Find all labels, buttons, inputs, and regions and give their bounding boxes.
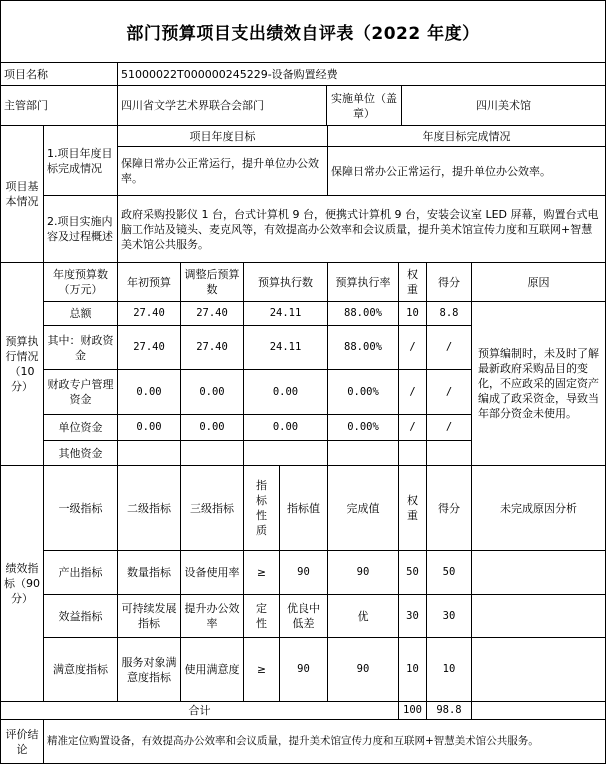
conclusion-text: 精准定位购置设备，有效提高办公效率和会议质量，提升美术馆宣传力度和互联网+智慧美术馆公共服务。 (43, 719, 606, 764)
perf-row-l2: 服务对象满意度指标 (117, 637, 181, 702)
perf-row-l2: 数量指标 (117, 550, 181, 595)
budget-row-adjusted (180, 440, 244, 466)
budget-row-label: 单位资金 (43, 414, 118, 441)
dept-value: 四川省文学艺术界联合会部门 (117, 85, 327, 126)
perf-section-label: 绩效指标（90分） (0, 465, 44, 702)
perf-row-nature: 定性 (243, 594, 280, 638)
budget-header-annual: 年度预算数（万元） (43, 262, 118, 302)
perf-row-actual: 90 (327, 550, 399, 595)
budget-row-executed: 24.11 (243, 301, 328, 326)
perf-header-target: 指标值 (279, 465, 328, 551)
perf-row-reason (471, 637, 606, 702)
budget-row-rate: 0.00% (327, 369, 399, 415)
budget-section-label: 预算执行情况（10分） (0, 262, 44, 466)
budget-row-executed: 0.00 (243, 414, 328, 441)
perf-row-actual: 90 (327, 637, 399, 702)
budget-row-label: 财政专户管理资金 (43, 369, 118, 415)
perf-header-weight: 权重 (398, 465, 427, 551)
budget-row-label: 其他资金 (43, 440, 118, 466)
perf-header-nature: 指标性质 (243, 465, 280, 551)
perf-row-score: 50 (426, 550, 472, 595)
budget-header-rate: 预算执行率 (327, 262, 399, 302)
perf-row-target: 优良中低差 (279, 594, 328, 638)
impl-label: 2.项目实施内容及过程概述 (43, 195, 118, 263)
budget-row-adjusted: 0.00 (180, 369, 244, 415)
budget-header-reason: 原因 (471, 262, 606, 302)
budget-row-rate: 0.00% (327, 414, 399, 441)
budget-row-adjusted: 0.00 (180, 414, 244, 441)
conclusion-label: 评价结论 (0, 719, 44, 764)
form-title: 部门预算项目支出绩效自评表（2022 年度） (0, 0, 606, 62)
budget-row-executed: 0.00 (243, 369, 328, 415)
goal-header: 项目年度目标 (117, 125, 328, 147)
perf-row-l3: 提升办公效率 (180, 594, 244, 638)
perf-row-score: 30 (426, 594, 472, 638)
budget-row-initial: 27.40 (117, 301, 181, 326)
perf-header-l3: 三级指标 (180, 465, 244, 551)
perf-row-l3: 使用满意度 (180, 637, 244, 702)
dept-label: 主管部门 (0, 85, 118, 126)
budget-row-initial (117, 440, 181, 466)
budget-row-rate (327, 440, 399, 466)
total-reason-blank (471, 701, 606, 720)
perf-header-reason: 未完成原因分析 (471, 465, 606, 551)
perf-row-nature: ≥ (243, 550, 280, 595)
impl-unit-label: 实施单位（盖章） (326, 85, 402, 126)
budget-row-executed: 24.11 (243, 325, 328, 370)
perf-row-l3: 设备使用率 (180, 550, 244, 595)
budget-header-executed: 预算执行数 (243, 262, 328, 302)
goal-label: 1.项目年度目标完成情况 (43, 125, 118, 196)
budget-row-weight (398, 440, 427, 466)
budget-row-initial: 0.00 (117, 414, 181, 441)
budget-row-weight: / (398, 414, 427, 441)
total-score: 98.8 (426, 701, 472, 720)
budget-row-executed (243, 440, 328, 466)
budget-row-score (426, 440, 472, 466)
budget-row-initial: 0.00 (117, 369, 181, 415)
perf-row-l1: 产出指标 (43, 550, 118, 595)
budget-row-weight: 10 (398, 301, 427, 326)
budget-header-adjusted: 调整后预算数 (180, 262, 244, 302)
goal-text: 保障日常办公正常运行，提升单位办公效率。 (117, 146, 328, 196)
budget-row-score: / (426, 325, 472, 370)
budget-row-label: 其中：财政资金 (43, 325, 118, 370)
budget-row-score: 8.8 (426, 301, 472, 326)
perf-row-target: 90 (279, 550, 328, 595)
impl-unit-value: 四川美术馆 (401, 85, 606, 126)
perf-row-actual: 优 (327, 594, 399, 638)
total-weight: 100 (398, 701, 427, 720)
budget-reason: 预算编制时，未及时了解最新政府采购品目的变化，不应政采的固定资产编成了政采资金，导致当年部分资金未使用。 (471, 301, 606, 466)
perf-row-weight: 50 (398, 550, 427, 595)
budget-row-initial: 27.40 (117, 325, 181, 370)
perf-header-l1: 一级指标 (43, 465, 118, 551)
budget-row-label: 总额 (43, 301, 118, 326)
perf-row-reason (471, 594, 606, 638)
basic-section-label: 项目基本情况 (0, 125, 44, 263)
budget-row-rate: 88.00% (327, 325, 399, 370)
completion-header: 年度目标完成情况 (327, 125, 606, 147)
perf-row-l1: 满意度指标 (43, 637, 118, 702)
budget-row-weight: / (398, 325, 427, 370)
budget-row-adjusted: 27.40 (180, 325, 244, 370)
perf-header-score: 得分 (426, 465, 472, 551)
perf-row-score: 10 (426, 637, 472, 702)
impl-text: 政府采购投影仪 1 台，台式计算机 9 台，便携式计算机 9 台，安装会议室 LED 屏幕，购置台式电脑工作站及镜头、麦克风等，有效提高办公效率和会议质量，提升美术馆宣传力度和互联网+智慧美术馆公共服务。 (117, 195, 606, 263)
budget-header-weight: 权重 (398, 262, 427, 302)
perf-row-l1: 效益指标 (43, 594, 118, 638)
budget-row-score: / (426, 369, 472, 415)
total-label: 合计 (0, 701, 399, 720)
budget-row-weight: / (398, 369, 427, 415)
budget-header-initial: 年初预算 (117, 262, 181, 302)
perf-row-weight: 30 (398, 594, 427, 638)
perf-row-l2: 可持续发展指标 (117, 594, 181, 638)
budget-row-adjusted: 27.40 (180, 301, 244, 326)
completion-text: 保障日常办公正常运行，提升单位办公效率。 (327, 146, 606, 196)
project-name-label: 项目名称 (0, 62, 118, 86)
budget-row-rate: 88.00% (327, 301, 399, 326)
perf-header-actual: 完成值 (327, 465, 399, 551)
budget-header-score: 得分 (426, 262, 472, 302)
perf-row-reason (471, 550, 606, 595)
perf-row-nature: ≥ (243, 637, 280, 702)
budget-row-score: / (426, 414, 472, 441)
perf-row-weight: 10 (398, 637, 427, 702)
perf-row-target: 90 (279, 637, 328, 702)
perf-header-l2: 二级指标 (117, 465, 181, 551)
project-name-value: 51000022T000000245229-设备购置经费 (117, 62, 606, 86)
